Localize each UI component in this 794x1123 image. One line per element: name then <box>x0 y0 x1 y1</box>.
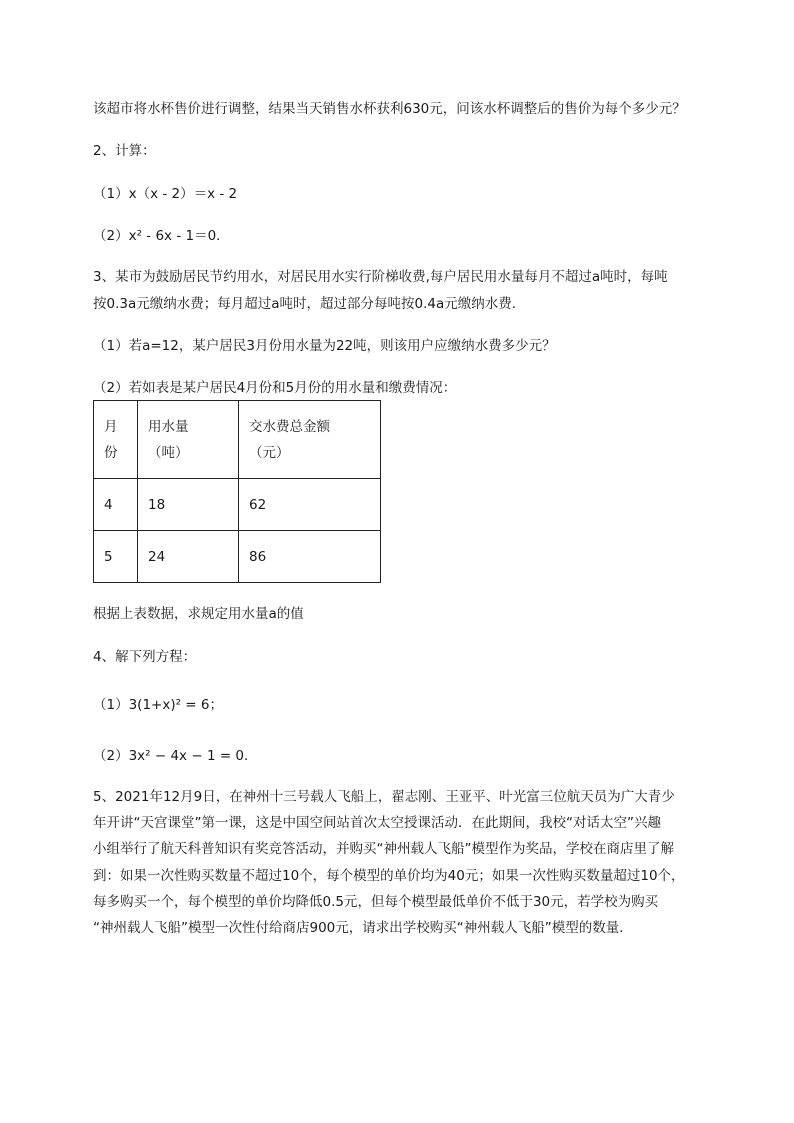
question-4-part-1 <box>93 695 223 715</box>
cell-fee: 86 <box>239 531 381 583</box>
text: 按0.3a元缴纳水费；每月超过a吨时，超过部分每吨按0.4a元缴纳水费． <box>93 296 526 312</box>
question-3-part-2 <box>93 378 456 398</box>
question-3-after-table <box>93 604 304 624</box>
equation: （1）x（x - 2）＝x - 2 <box>93 186 238 202</box>
question-2-part-1 <box>93 184 237 204</box>
text: 根据上表数据，求规定用水量a的值 <box>93 606 304 622</box>
question-4-title <box>93 647 196 667</box>
question-5-line-1 <box>93 787 675 807</box>
header-month <box>94 401 138 479</box>
table-header-row <box>94 401 381 479</box>
text: 5、2021年12月9日，在神州十三号载人飞船上，翟志刚、王亚平、叶光富三位航天员为广大青少 <box>93 789 675 805</box>
question-4-part-2 <box>93 746 258 766</box>
header-fee <box>239 401 381 479</box>
cell-month: 4 <box>94 479 138 531</box>
text: （2）若如表是某户居民4月份和5月份的用水量和缴费情况： <box>93 380 457 396</box>
text: 到：如果一次性购买数量不超过10个，每个模型的单价均为40元；如果一次性购买数量超过10个， <box>93 868 685 884</box>
text: 年开讲“天宫课堂”第一课，这是中国空间站首次太空授课活动．在此期间，我校“对话太空”兴趣 <box>93 815 661 831</box>
header-usage <box>138 401 239 479</box>
text: “神州载人飞船”模型一次性付给商店900元，请求出学校购买“神州载人飞船”模型的数量． <box>93 920 633 936</box>
text: 每多购买一个，每个模型的单价均降低0.5元，但每个模型最低单价不低于30元，若学校为购买 <box>93 894 659 910</box>
cell-usage: 18 <box>138 479 239 531</box>
question-3-line-2 <box>93 294 525 314</box>
header-text: 份 <box>104 444 118 461</box>
text: （1）若a=12，某户居民3月份用水量为22吨，则该用户应缴纳水费多少元？ <box>93 338 556 354</box>
question-5-line-5 <box>93 892 658 912</box>
question-2-part-2 <box>93 226 220 246</box>
text: 4、解下列方程： <box>93 649 197 665</box>
text: 2、计算： <box>93 143 156 159</box>
question-5-line-6 <box>93 918 633 938</box>
header-text: （元） <box>249 444 290 461</box>
header-text: 交水费总金额 <box>249 418 330 435</box>
question-5-line-3 <box>93 839 674 859</box>
equation: （1）3(1+x)² = 6； <box>93 697 223 713</box>
text: 3、某市为鼓励居民节约用水，对居民用水实行阶梯收费,每户居民用水量每月不超过a吨时，每吨 <box>93 269 668 285</box>
equation: （2）x² - 6x - 1＝0. <box>93 228 221 244</box>
cell-month: 5 <box>94 531 138 583</box>
text-line-1 <box>93 99 686 119</box>
question-5-line-2 <box>93 813 661 833</box>
header-text: （吨） <box>148 444 189 461</box>
header-text: 用水量 <box>148 418 189 435</box>
header-text: 月 <box>104 418 118 435</box>
table-row <box>94 479 381 531</box>
text: 小组举行了航天科普知识有奖竞答活动，并购买“神州载人飞船”模型作为奖品，学校在商店里了解 <box>93 841 674 857</box>
table-row <box>94 531 381 583</box>
water-fee-table <box>93 400 381 583</box>
cell-usage: 24 <box>138 531 239 583</box>
question-2-title <box>93 141 156 161</box>
question-3-part-1 <box>93 336 556 356</box>
text: 该超市将水杯售价进行调整，结果当天销售水杯获利630元，问该水杯调整后的售价为每个多少元？ <box>93 101 686 117</box>
cell-fee: 62 <box>239 479 381 531</box>
question-5-line-4 <box>93 866 685 886</box>
equation: （2）3x² − 4x − 1 = 0． <box>93 748 258 764</box>
question-3-line-1 <box>93 267 668 287</box>
